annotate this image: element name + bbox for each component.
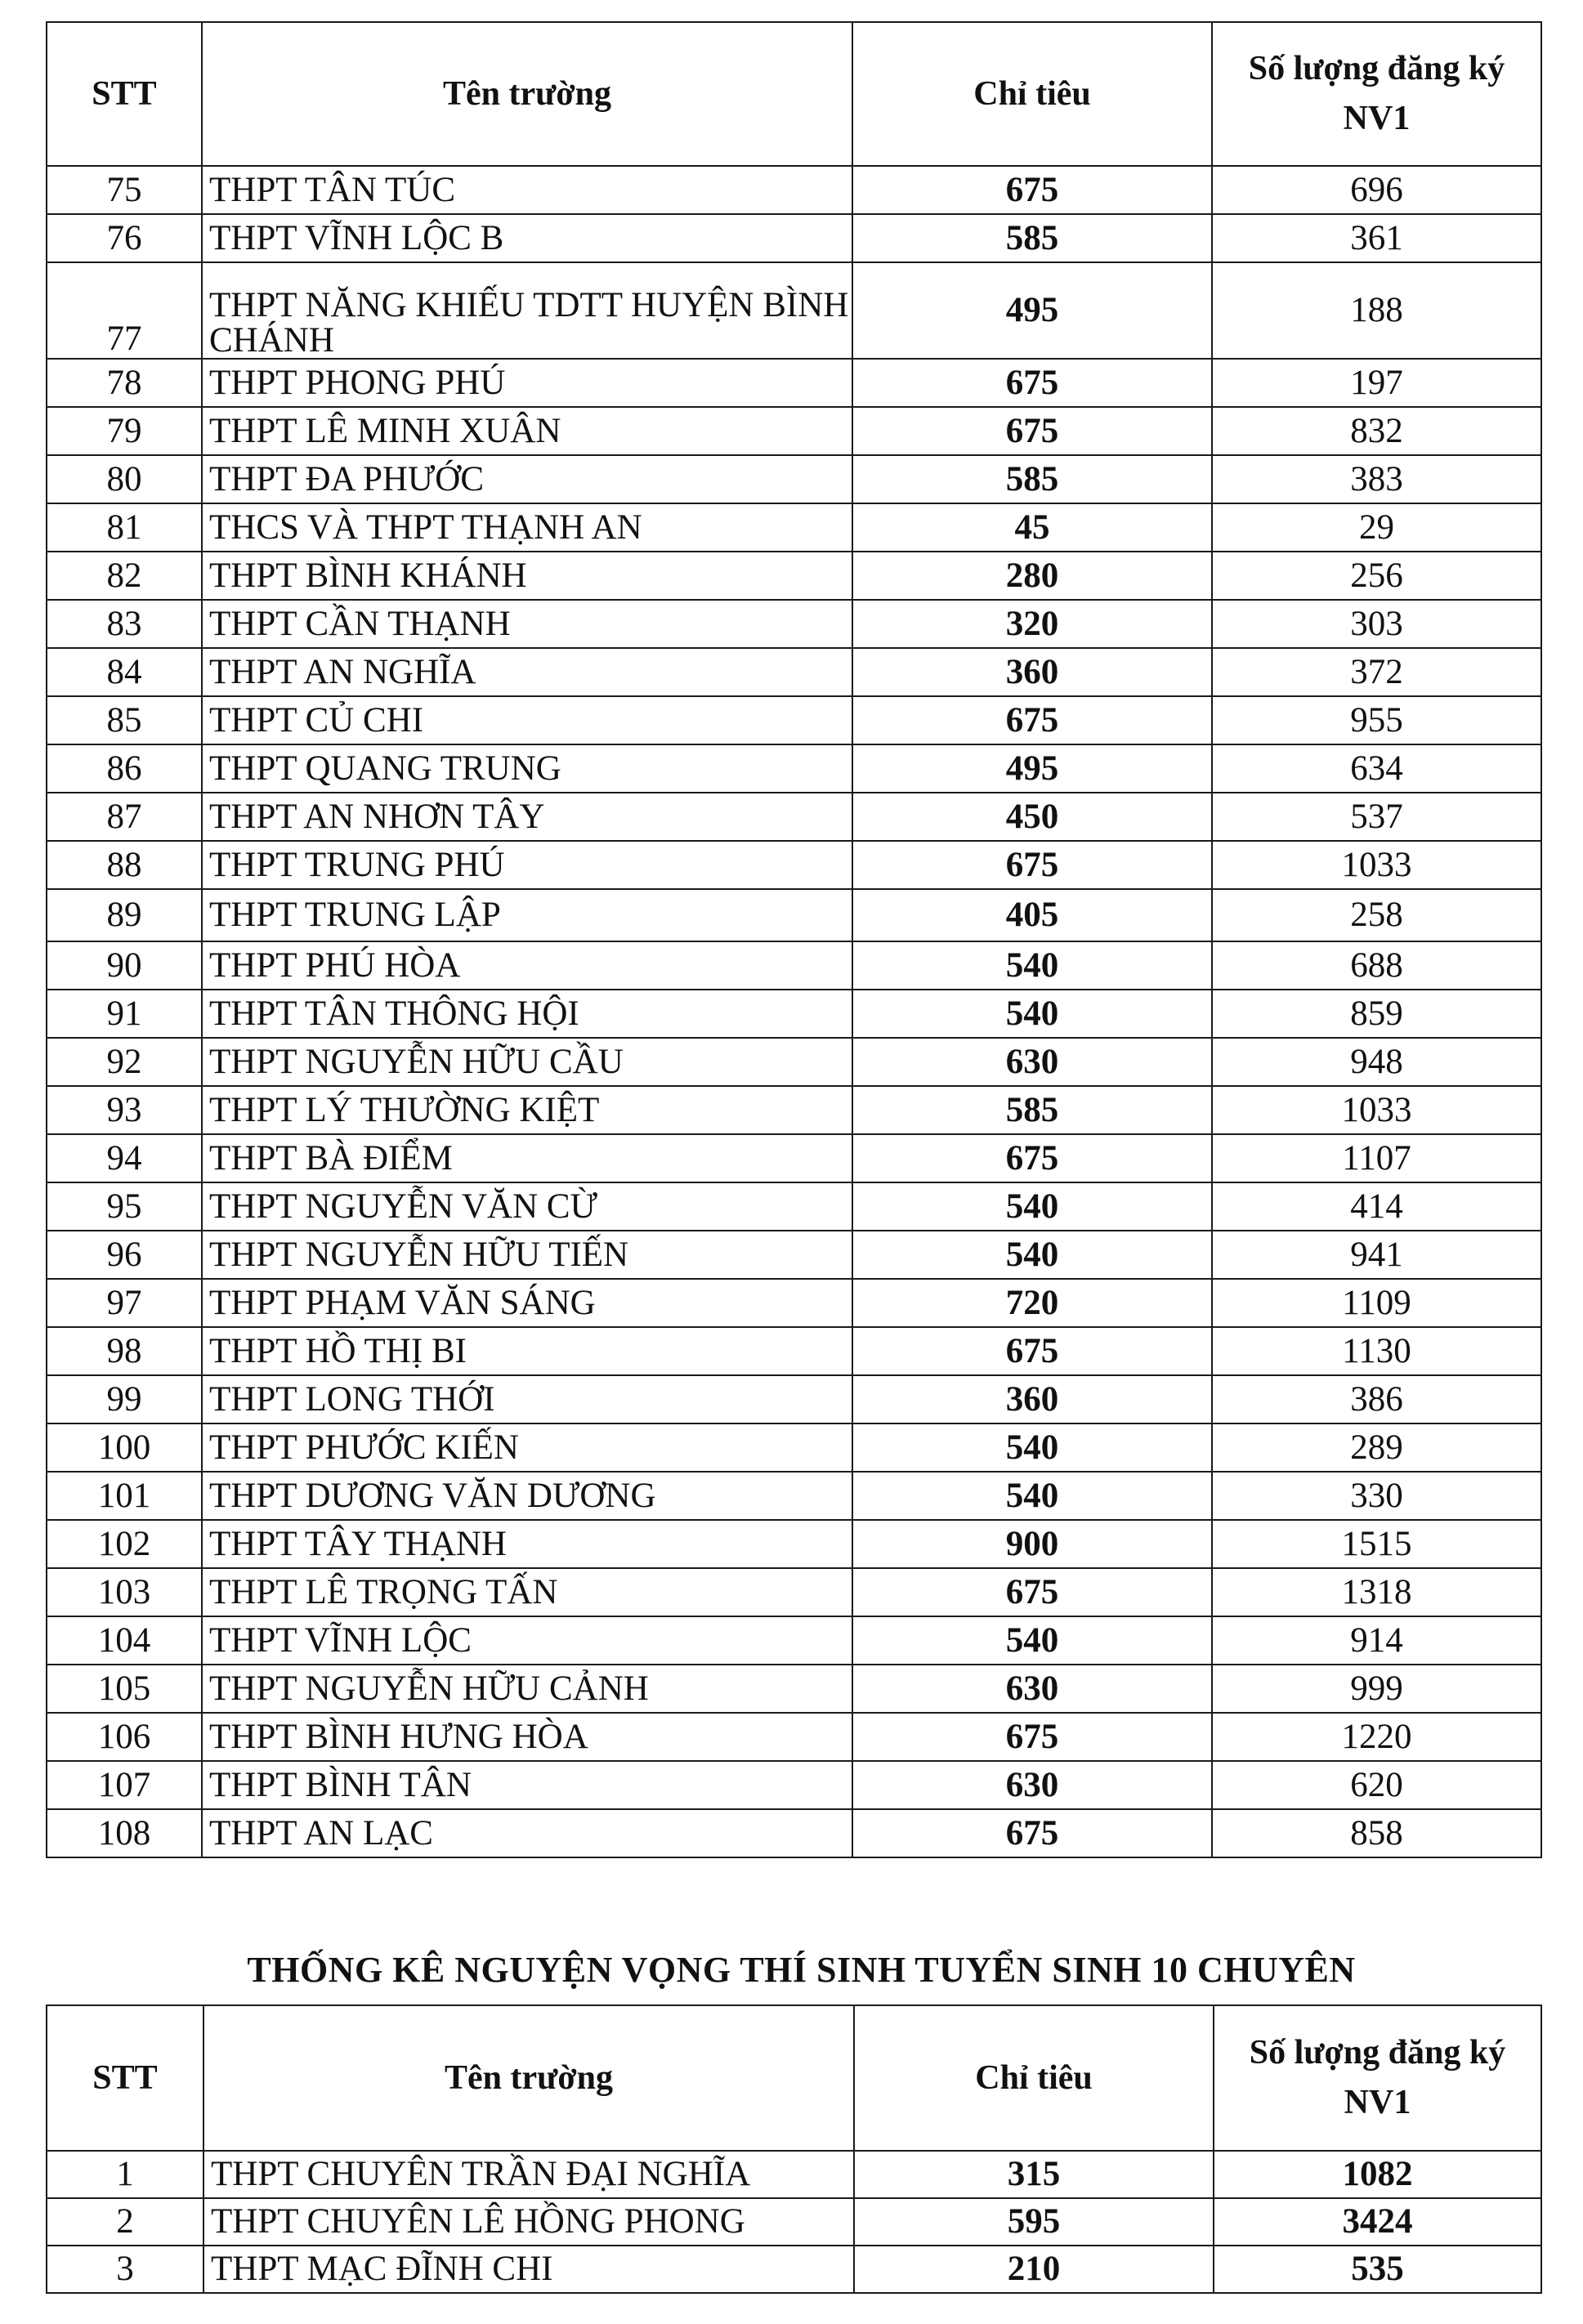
registration-count: 258: [1212, 889, 1541, 941]
row-number: 90: [47, 941, 202, 990]
quota-value: 675: [852, 407, 1212, 455]
registration-count: 688: [1212, 941, 1541, 990]
row-number: 96: [47, 1231, 202, 1279]
row-number: 75: [47, 166, 202, 214]
school-name: THPT HỒ THỊ BI: [202, 1327, 852, 1375]
quota-value: 675: [852, 1327, 1212, 1375]
row-number: 101: [47, 1472, 202, 1520]
table-row: [47, 359, 1541, 407]
registration-count: 832: [1212, 407, 1541, 455]
registration-count: 372: [1212, 648, 1541, 696]
school-name: THPT NGUYỄN HỮU CẢNH: [202, 1665, 852, 1713]
row-number: 94: [47, 1134, 202, 1182]
school-name: THPT BÌNH TÂN: [202, 1761, 852, 1809]
school-name: THPT TÂY THẠNH: [202, 1520, 852, 1568]
registration-count: 535: [1214, 2246, 1541, 2293]
row-number: 103: [47, 1568, 202, 1616]
quota-value: 315: [854, 2151, 1214, 2198]
registration-count: 188: [1212, 262, 1541, 359]
registration-count: 1082: [1214, 2151, 1541, 2198]
quota-value: 540: [852, 990, 1212, 1038]
quota-value: 675: [852, 841, 1212, 889]
row-number: 93: [47, 1086, 202, 1134]
quota-value: 630: [852, 1665, 1212, 1713]
quota-value: 540: [852, 1182, 1212, 1231]
table-row: [47, 407, 1541, 455]
school-name: THPT TRUNG LẬP: [202, 889, 852, 941]
row-number: 98: [47, 1327, 202, 1375]
quota-value: 675: [852, 359, 1212, 407]
school-name: THPT TÂN THÔNG HỘI: [202, 990, 852, 1038]
registration-count: 414: [1212, 1182, 1541, 1231]
school-name: THPT VĨNH LỘC: [202, 1616, 852, 1665]
quota-value: 675: [852, 1568, 1212, 1616]
quota-value: 540: [852, 1472, 1212, 1520]
table-row: [47, 1327, 1541, 1375]
row-number: 95: [47, 1182, 202, 1231]
table-row: [47, 455, 1541, 503]
registration-count: 197: [1212, 359, 1541, 407]
registration-count: 620: [1212, 1761, 1541, 1809]
table-row: [47, 1231, 1541, 1279]
registration-count: 3424: [1214, 2198, 1541, 2246]
table-row: [47, 2198, 1541, 2246]
quota-value: 495: [852, 744, 1212, 793]
school-name: THPT MẠC ĐĨNH CHI: [203, 2246, 854, 2293]
registration-count: 361: [1212, 214, 1541, 262]
table-row: [47, 841, 1541, 889]
specialized-school-table: [46, 2004, 1542, 2294]
row-number: 82: [47, 552, 202, 600]
school-name: THPT CẦN THẠNH: [202, 600, 852, 648]
table-row: [47, 1182, 1541, 1231]
table-row: [47, 793, 1541, 841]
table-row: [47, 262, 1541, 359]
registration-count: 383: [1212, 455, 1541, 503]
row-number: 77: [47, 262, 202, 359]
registration-count: 1109: [1212, 1279, 1541, 1327]
row-number: 99: [47, 1375, 202, 1423]
table-row: [47, 1375, 1541, 1423]
registration-count: 289: [1212, 1423, 1541, 1472]
row-number: 76: [47, 214, 202, 262]
row-number: 105: [47, 1665, 202, 1713]
registration-count: 859: [1212, 990, 1541, 1038]
header-row: [47, 2005, 1541, 2151]
school-name: THPT LONG THỚI: [202, 1375, 852, 1423]
table-row: [47, 214, 1541, 262]
table-row: [47, 1616, 1541, 1665]
school-quota-table: [46, 21, 1542, 1858]
table-row: [47, 1086, 1541, 1134]
row-number: 97: [47, 1279, 202, 1327]
quota-value: 540: [852, 941, 1212, 990]
table-row: [47, 552, 1541, 600]
row-number: 84: [47, 648, 202, 696]
quota-value: 405: [852, 889, 1212, 941]
quota-value: 540: [852, 1616, 1212, 1665]
school-name: THPT LÊ MINH XUÂN: [202, 407, 852, 455]
school-name: THPT PHONG PHÚ: [202, 359, 852, 407]
quota-value: 45: [852, 503, 1212, 552]
table-row: [47, 1665, 1541, 1713]
table-row: [47, 1568, 1541, 1616]
row-number: 1: [47, 2151, 203, 2198]
school-name: THPT CHUYÊN TRẦN ĐẠI NGHĨA: [203, 2151, 854, 2198]
school-name: THCS VÀ THPT THẠNH AN: [202, 503, 852, 552]
row-number: 80: [47, 455, 202, 503]
table-row: [47, 990, 1541, 1038]
quota-value: 720: [852, 1279, 1212, 1327]
table-row: [47, 2151, 1541, 2198]
row-number: 100: [47, 1423, 202, 1472]
row-number: 108: [47, 1809, 202, 1857]
quota-value: 585: [852, 1086, 1212, 1134]
school-name: THPT PHƯỚC KIẾN: [202, 1423, 852, 1472]
school-name: THPT AN LẠC: [202, 1809, 852, 1857]
quota-value: 630: [852, 1761, 1212, 1809]
table-row: [47, 744, 1541, 793]
school-name: THPT NGUYỄN HỮU CẦU: [202, 1038, 852, 1086]
table-row: [47, 166, 1541, 214]
row-number: 89: [47, 889, 202, 941]
quota-value: 540: [852, 1231, 1212, 1279]
registration-count: 1220: [1212, 1713, 1541, 1761]
school-name: THPT NGUYỄN HỮU TIẾN: [202, 1231, 852, 1279]
school-name: THPT AN NHƠN TÂY: [202, 793, 852, 841]
table-row: [47, 1520, 1541, 1568]
table-row: [47, 1761, 1541, 1809]
row-number: 87: [47, 793, 202, 841]
school-name: THPT LÝ THƯỜNG KIỆT: [202, 1086, 852, 1134]
school-name: THPT BÌNH KHÁNH: [202, 552, 852, 600]
table-row: [47, 1038, 1541, 1086]
school-name: THPT CỦ CHI: [202, 696, 852, 744]
header-row: [47, 22, 1541, 166]
row-number: 86: [47, 744, 202, 793]
table-row: [47, 1279, 1541, 1327]
quota-value: 280: [852, 552, 1212, 600]
quota-value: 675: [852, 1134, 1212, 1182]
row-number: 106: [47, 1713, 202, 1761]
registration-count: 256: [1212, 552, 1541, 600]
school-name: THPT LÊ TRỌNG TẤN: [202, 1568, 852, 1616]
registration-count: 696: [1212, 166, 1541, 214]
quota-value: 210: [854, 2246, 1214, 2293]
registration-count: 1515: [1212, 1520, 1541, 1568]
row-number: 2: [47, 2198, 203, 2246]
registration-count: 303: [1212, 600, 1541, 648]
school-name: THPT PHÚ HÒA: [202, 941, 852, 990]
registration-count: 1033: [1212, 841, 1541, 889]
row-number: 92: [47, 1038, 202, 1086]
row-number: 83: [47, 600, 202, 648]
registration-count: 999: [1212, 1665, 1541, 1713]
row-number: 107: [47, 1761, 202, 1809]
school-name: THPT VĨNH LỘC B: [202, 214, 852, 262]
row-number: 3: [47, 2246, 203, 2293]
school-name: THPT TRUNG PHÚ: [202, 841, 852, 889]
school-name: THPT AN NGHĨA: [202, 648, 852, 696]
header-stt: STT: [47, 2005, 203, 2151]
header-school-name: Tên trường: [202, 22, 852, 166]
school-name: THPT QUANG TRUNG: [202, 744, 852, 793]
row-number: 85: [47, 696, 202, 744]
school-name: THPT BÀ ĐIỂM: [202, 1134, 852, 1182]
quota-value: 585: [852, 214, 1212, 262]
school-name: THPT NGUYỄN VĂN CỪ: [202, 1182, 852, 1231]
table-row: [47, 1423, 1541, 1472]
quota-value: 675: [852, 1713, 1212, 1761]
registration-count: 914: [1212, 1616, 1541, 1665]
school-name: THPT BÌNH HƯNG HÒA: [202, 1713, 852, 1761]
header-registrations: Số lượng đăng ký NV1: [1212, 22, 1541, 166]
quota-value: 675: [852, 1809, 1212, 1857]
quota-value: 595: [854, 2198, 1214, 2246]
header-stt: STT: [47, 22, 202, 166]
quota-value: 320: [852, 600, 1212, 648]
header-registrations: Số lượng đăng ký NV1: [1214, 2005, 1541, 2151]
table-row: [47, 1713, 1541, 1761]
section-title: THỐNG KÊ NGUYỆN VỌNG THÍ SINH TUYỂN SINH 10 CHUYÊN: [247, 1950, 1356, 1990]
table-row: [47, 2246, 1541, 2293]
table-row: [47, 889, 1541, 941]
header-school-name: Tên trường: [203, 2005, 854, 2151]
row-number: 104: [47, 1616, 202, 1665]
school-name: THPT CHUYÊN LÊ HỒNG PHONG: [203, 2198, 854, 2246]
header-quota: Chỉ tiêu: [854, 2005, 1214, 2151]
registration-count: 1318: [1212, 1568, 1541, 1616]
table-row: [47, 696, 1541, 744]
registration-count: 1130: [1212, 1327, 1541, 1375]
registration-count: 1107: [1212, 1134, 1541, 1182]
school-name: THPT TÂN TÚC: [202, 166, 852, 214]
table-row: [47, 503, 1541, 552]
table-row: [47, 648, 1541, 696]
registration-count: 948: [1212, 1038, 1541, 1086]
table-row: [47, 941, 1541, 990]
table-row: [47, 600, 1541, 648]
registration-count: 330: [1212, 1472, 1541, 1520]
table-row: [47, 1472, 1541, 1520]
school-name: THPT NĂNG KHIẾU TDTT HUYỆN BÌNH CHÁNH: [202, 262, 852, 359]
school-name: THPT ĐA PHƯỚC: [202, 455, 852, 503]
school-name: THPT DƯƠNG VĂN DƯƠNG: [202, 1472, 852, 1520]
header-quota: Chỉ tiêu: [852, 22, 1212, 166]
registration-count: 858: [1212, 1809, 1541, 1857]
row-number: 79: [47, 407, 202, 455]
registration-count: 634: [1212, 744, 1541, 793]
quota-value: 360: [852, 1375, 1212, 1423]
registration-count: 941: [1212, 1231, 1541, 1279]
school-name: THPT PHẠM VĂN SÁNG: [202, 1279, 852, 1327]
row-number: 91: [47, 990, 202, 1038]
registration-count: 386: [1212, 1375, 1541, 1423]
quota-value: 585: [852, 455, 1212, 503]
registration-count: 29: [1212, 503, 1541, 552]
registration-count: 1033: [1212, 1086, 1541, 1134]
table-row: [47, 1134, 1541, 1182]
quota-value: 450: [852, 793, 1212, 841]
row-number: 102: [47, 1520, 202, 1568]
quota-value: 630: [852, 1038, 1212, 1086]
row-number: 81: [47, 503, 202, 552]
quota-value: 360: [852, 648, 1212, 696]
quota-value: 675: [852, 166, 1212, 214]
row-number: 88: [47, 841, 202, 889]
row-number: 78: [47, 359, 202, 407]
registration-count: 537: [1212, 793, 1541, 841]
quota-value: 540: [852, 1423, 1212, 1472]
quota-value: 900: [852, 1520, 1212, 1568]
quota-value: 675: [852, 696, 1212, 744]
quota-value: 495: [852, 262, 1212, 359]
registration-count: 955: [1212, 696, 1541, 744]
table-row: [47, 1809, 1541, 1857]
